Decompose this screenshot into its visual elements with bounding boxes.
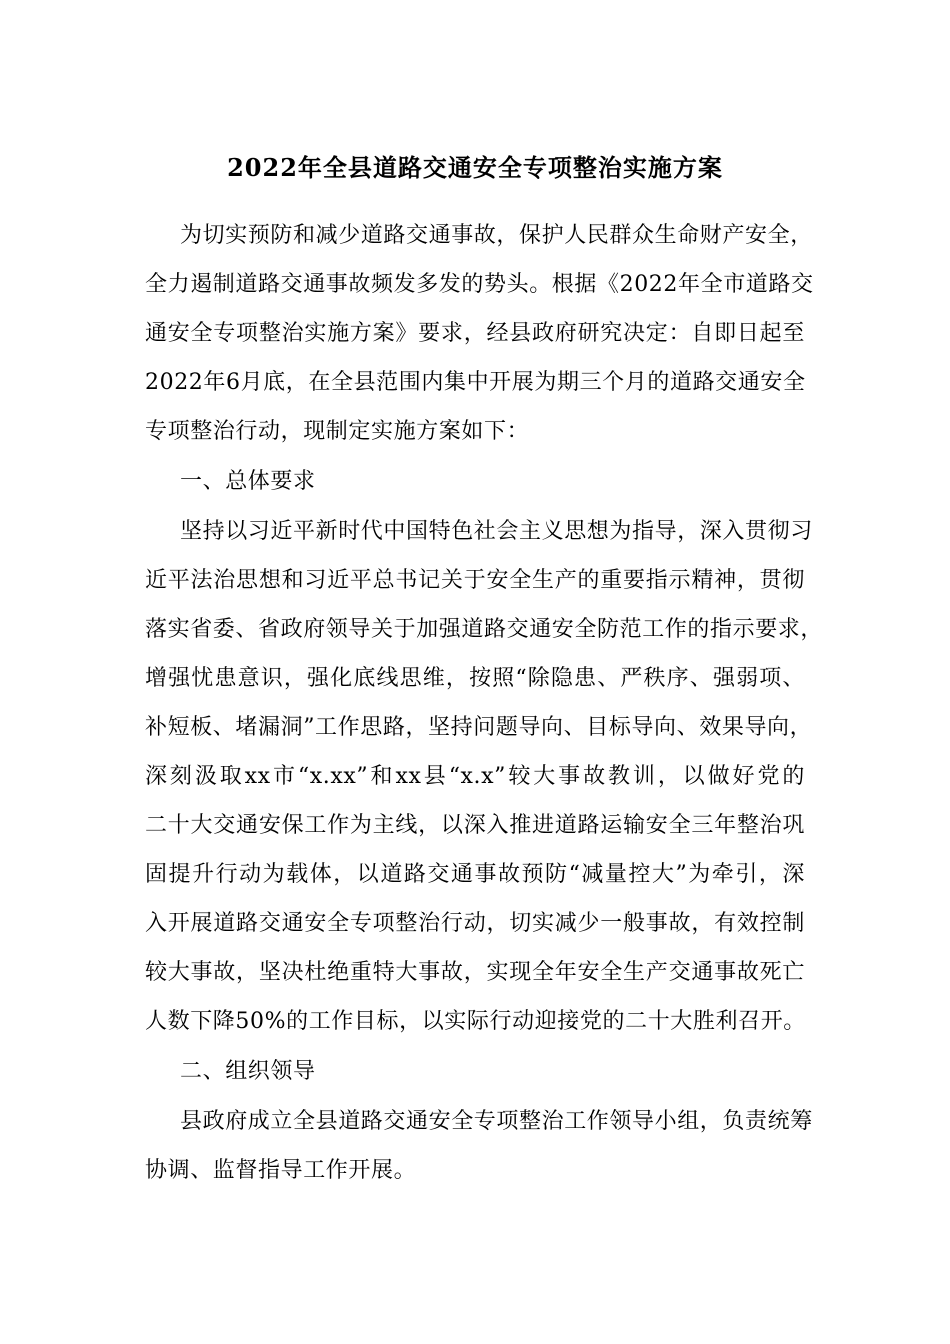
section1-line: 入开展道路交通安全专项整治行动，切实减少一般事故，有效控制 [145, 911, 805, 936]
section2-line: 县政府成立全县道路交通安全专项整治工作领导小组，负责统筹 [180, 1109, 813, 1134]
section1-line: 坚持以习近平新时代中国特色社会主义思想为指导，深入贯彻习 [180, 519, 813, 544]
section1-line: 深刻汲取xx市“x.xx”和xx县“x.x”较大事故教训，以做好党的 [145, 764, 805, 789]
section1-line: 较大事故，坚决杜绝重特大事故，实现全年安全生产交通事故死亡 [145, 960, 805, 985]
section2-line: 协调、监督指导工作开展。 [145, 1158, 417, 1183]
section-heading-overall-requirements: 一、总体要求 [180, 469, 316, 494]
section1-line: 近平法治思想和习近平总书记关于安全生产的重要指示精神，贯彻 [145, 568, 805, 593]
intro-line: 全力遏制道路交通事故频发多发的势头。根据《2022年全市道路交 [145, 272, 814, 297]
section1-line: 落实省委、省政府领导关于加强道路交通安全防范工作的指示要求， [145, 617, 824, 642]
intro-line: 专项整治行动，现制定实施方案如下： [145, 419, 530, 444]
section1-line: 人数下降50%的工作目标，以实际行动迎接党的二十大胜利召开。 [145, 1009, 806, 1034]
section-heading-organization: 二、组织领导 [180, 1059, 316, 1084]
section1-line: 增强忧患意识，强化底线思维，按照“除隐患、严秩序、强弱项、 [145, 666, 805, 691]
intro-line: 为切实预防和减少道路交通事故，保护人民群众生命财产安全， [180, 223, 813, 248]
intro-line: 通安全专项整治实施方案》要求，经县政府研究决定：自即日起至 [145, 321, 805, 346]
intro-line: 2022年6月底，在全县范围内集中开展为期三个月的道路交通安全 [145, 370, 806, 395]
section1-line: 补短板、堵漏洞”工作思路，坚持问题导向、目标导向、效果导向， [145, 715, 813, 740]
section1-line: 固提升行动为载体，以道路交通事故预防“减量控大”为牵引，深 [145, 862, 805, 887]
document-title: 2022年全县道路交通安全专项整治实施方案 [227, 153, 723, 182]
section1-line: 二十大交通安保工作为主线，以深入推进道路运输安全三年整治巩 [145, 813, 805, 838]
